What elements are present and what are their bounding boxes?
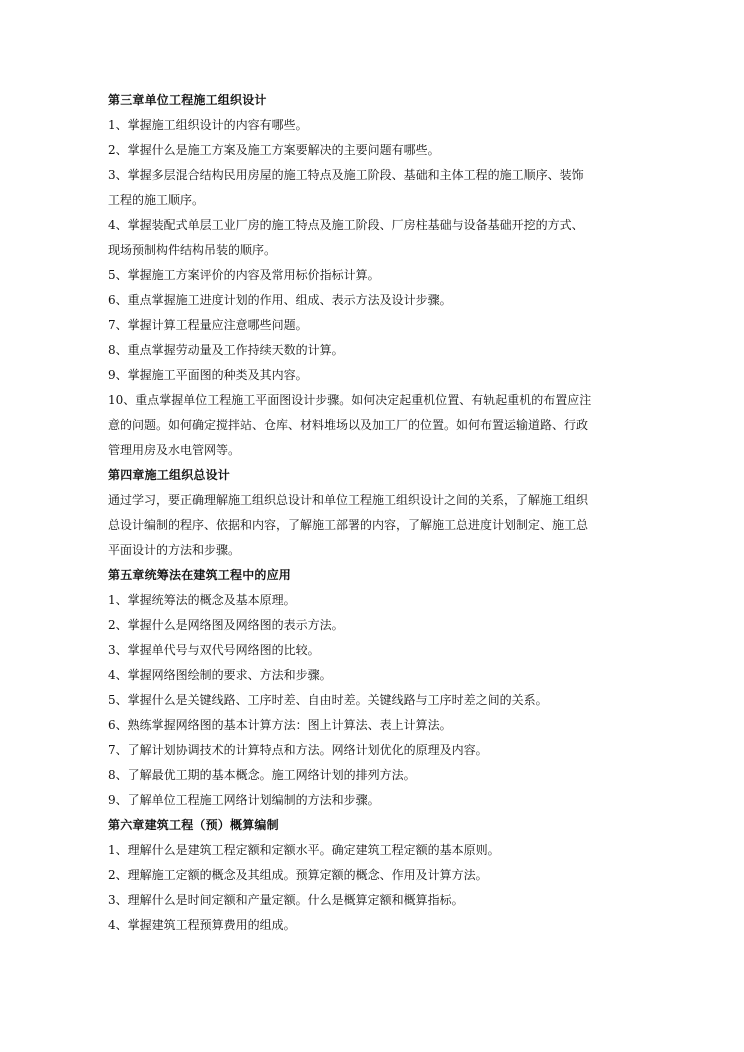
- list-item: [108, 363, 636, 388]
- list-item: [108, 613, 636, 638]
- list-item: [108, 863, 636, 888]
- text-line: 3、掌握多层混合结构民用房屋的施工特点及施工阶段、基础和主体工程的施工顺序、装饰: [108, 168, 584, 182]
- text-line: 8、了解最优工期的基本概念。施工网络计划的排列方法。: [108, 768, 416, 782]
- text-line: 1、理解什么是建筑工程定额和定额水平。确定建筑工程定额的基本原则。: [108, 843, 500, 857]
- section-heading: 第三章单位工程施工组织设计: [108, 93, 267, 107]
- list-item: [108, 763, 636, 788]
- list-item: [108, 663, 636, 688]
- text-line: 5、掌握什么是关键线路、工序时差、自由时差。关键线路与工序时差之间的关系。: [108, 693, 548, 707]
- text-line: 9、掌握施工平面图的种类及其内容。: [108, 368, 308, 382]
- section-chapter-6: [108, 813, 636, 938]
- list-item: [108, 288, 636, 313]
- section-chapter-3: [108, 88, 636, 463]
- list-item: [108, 163, 636, 213]
- section-heading: 第六章建筑工程（预）概算编制: [108, 818, 279, 832]
- list-item: [108, 138, 636, 163]
- text-line: 1、掌握统筹法的概念及基本原理。: [108, 593, 296, 607]
- list-item: [108, 888, 636, 913]
- text-line: 4、掌握网络图绘制的要求、方法和步骤。: [108, 668, 332, 682]
- text-line: 4、掌握建筑工程预算费用的组成。: [108, 918, 296, 932]
- text-line: 2、掌握什么是网络图及网络图的表示方法。: [108, 618, 344, 632]
- text-line: 总设计编制的程序、依据和内容，了解施工部署的内容，了解施工总进度计划制定、施工总: [108, 518, 589, 532]
- text-line: 现场预制构件结构吊装的顺序。: [108, 243, 277, 257]
- document-page: [108, 88, 636, 938]
- section-chapter-5: [108, 563, 636, 813]
- text-line: 7、掌握计算工程量应注意哪些问题。: [108, 318, 308, 332]
- list-item: [108, 213, 636, 263]
- text-line: 平面设计的方法和步骤。: [108, 543, 241, 557]
- text-line: 5、掌握施工方案评价的内容及常用标价指标计算。: [108, 268, 380, 282]
- section-chapter-4: [108, 463, 636, 563]
- list-item: [108, 913, 636, 938]
- list-item: [108, 788, 636, 813]
- list-item: [108, 313, 636, 338]
- text-line: 工程的施工顺序。: [108, 193, 205, 207]
- text-line: 意的问题。如何确定搅拌站、仓库、材料堆场以及加工厂的位置。如何布置运输道路、行政: [108, 418, 589, 432]
- text-line: 管理用房及水电管网等。: [108, 443, 241, 457]
- text-line: 2、理解施工定额的概念及其组成。预算定额的概念、作用及计算方法。: [108, 868, 488, 882]
- text-line: 6、熟练掌握网络图的基本计算方法：图上计算法、表上计算法。: [108, 718, 452, 732]
- text-line: 3、掌握单代号与双代号网络图的比较。: [108, 643, 320, 657]
- list-item: [108, 113, 636, 138]
- paragraph: [108, 488, 636, 563]
- text-line: 通过学习，要正确理解施工组织总设计和单位工程施工组织设计之间的关系，了解施工组织: [108, 493, 589, 507]
- text-line: 7、了解计划协调技术的计算特点和方法。网络计划优化的原理及内容。: [108, 743, 488, 757]
- list-item: [108, 638, 636, 663]
- text-line: 4、掌握装配式单层工业厂房的施工特点及施工阶段、厂房柱基础与设备基础开挖的方式、: [108, 218, 584, 232]
- list-item: [108, 588, 636, 613]
- text-line: 3、理解什么是时间定额和产量定额。什么是概算定额和概算指标。: [108, 893, 464, 907]
- text-line: 9、了解单位工程施工网络计划编制的方法和步骤。: [108, 793, 380, 807]
- text-line: 1、掌握施工组织设计的内容有哪些。: [108, 118, 308, 132]
- section-heading: 第五章统筹法在建筑工程中的应用: [108, 568, 292, 582]
- list-item: [108, 388, 636, 463]
- list-item: [108, 263, 636, 288]
- list-item: [108, 713, 636, 738]
- text-line: 2、掌握什么是施工方案及施工方案要解决的主要问题有哪些。: [108, 143, 440, 157]
- list-item: [108, 338, 636, 363]
- list-item: [108, 688, 636, 713]
- text-line: 8、重点掌握劳动量及工作持续天数的计算。: [108, 343, 344, 357]
- section-heading: 第四章施工组织总设计: [108, 468, 231, 482]
- text-line: 10、重点掌握单位工程施工平面图设计步骤。如何决定起重机位置、有轨起重机的布置应注: [108, 393, 592, 407]
- list-item: [108, 738, 636, 763]
- list-item: [108, 838, 636, 863]
- text-line: 6、重点掌握施工进度计划的作用、组成、表示方法及设计步骤。: [108, 293, 452, 307]
